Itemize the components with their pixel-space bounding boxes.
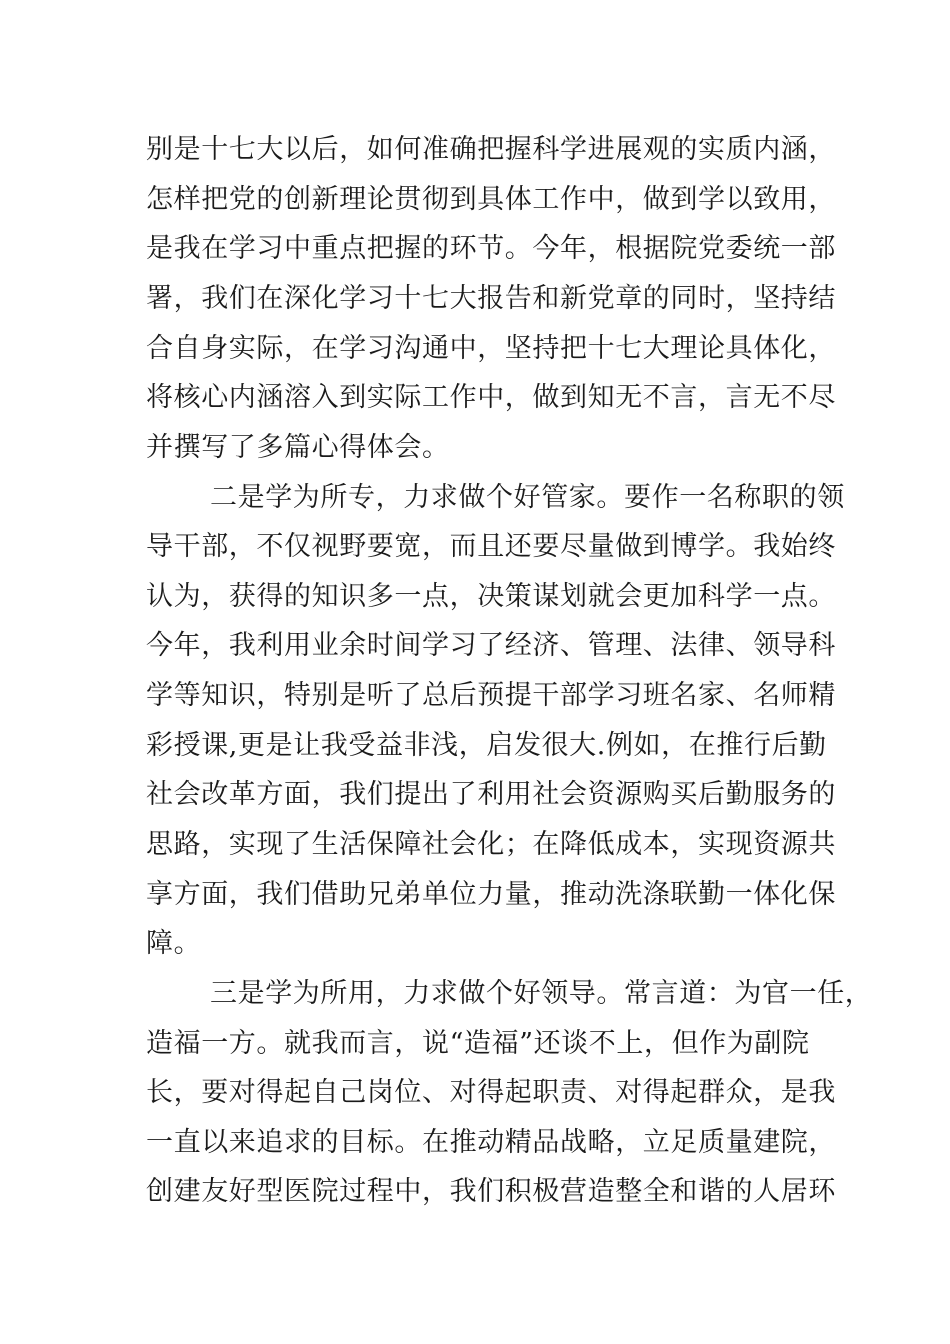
- text-line: 彩授课,更是让我受益非浅，启发很大.例如，在推行后勤: [146, 730, 827, 761]
- text-line: 创建友好型医院过程中，我们积极营造整全和谐的人居环: [146, 1176, 836, 1207]
- text-line: 享方面，我们借助兄弟单位力量，推动洗涤联勤一体化保: [146, 879, 836, 910]
- text-line: 学等知识，特别是听了总后预提干部学习班名家、名师精: [146, 680, 836, 711]
- text-line: 障。: [146, 928, 202, 959]
- text-line: 今年，我利用业余时间学习了经济、管理、法律、领导科: [146, 630, 836, 661]
- text-line: 造福一方。就我而言，说“造福”还谈不上，但作为副院: [146, 1028, 810, 1059]
- text-line: 导干部，不仅视野要宽，而且还要尽量做到博学。我始终: [146, 531, 836, 562]
- text-line: 署，我们在深化学习十七大报告和新党章的同时，坚持结: [146, 283, 836, 314]
- text-line: 别是十七大以后，如何准确把握科学进展观的实质内涵，: [146, 134, 836, 165]
- text-line: 长，要对得起自己岗位、对得起职责、对得起群众，是我: [146, 1077, 836, 1108]
- text-line: 认为，获得的知识多一点，决策谋划就会更加科学一点。: [146, 581, 836, 612]
- text-line: 合自身实际，在学习沟通中，坚持把十七大理论具体化，: [146, 333, 836, 364]
- text-line: 思路，实现了生活保障社会化；在降低成本，实现资源共: [146, 829, 836, 860]
- text-line: 社会改革方面，我们提出了利用社会资源购买后勤服务的: [146, 779, 836, 810]
- paragraph-start-line: 二是学为所专，力求做个好管家。要作一名称职的领: [210, 482, 845, 513]
- text-line: 并撰写了多篇心得体会。: [146, 432, 450, 463]
- text-line: 怎样把党的创新理论贯彻到具体工作中，做到学以致用，: [146, 184, 836, 215]
- text-line: 将核心内涵溶入到实际工作中，做到知无不言，言无不尽: [146, 382, 836, 413]
- paragraph-start-line: 三是学为所用，力求做个好领导。常言道：为官一任，: [210, 978, 873, 1009]
- text-line: 是我在学习中重点把握的环节。今年，根据院党委统一部: [146, 233, 836, 264]
- text-line: 一直以来追求的目标。在推动精品战略，立足质量建院，: [146, 1127, 836, 1158]
